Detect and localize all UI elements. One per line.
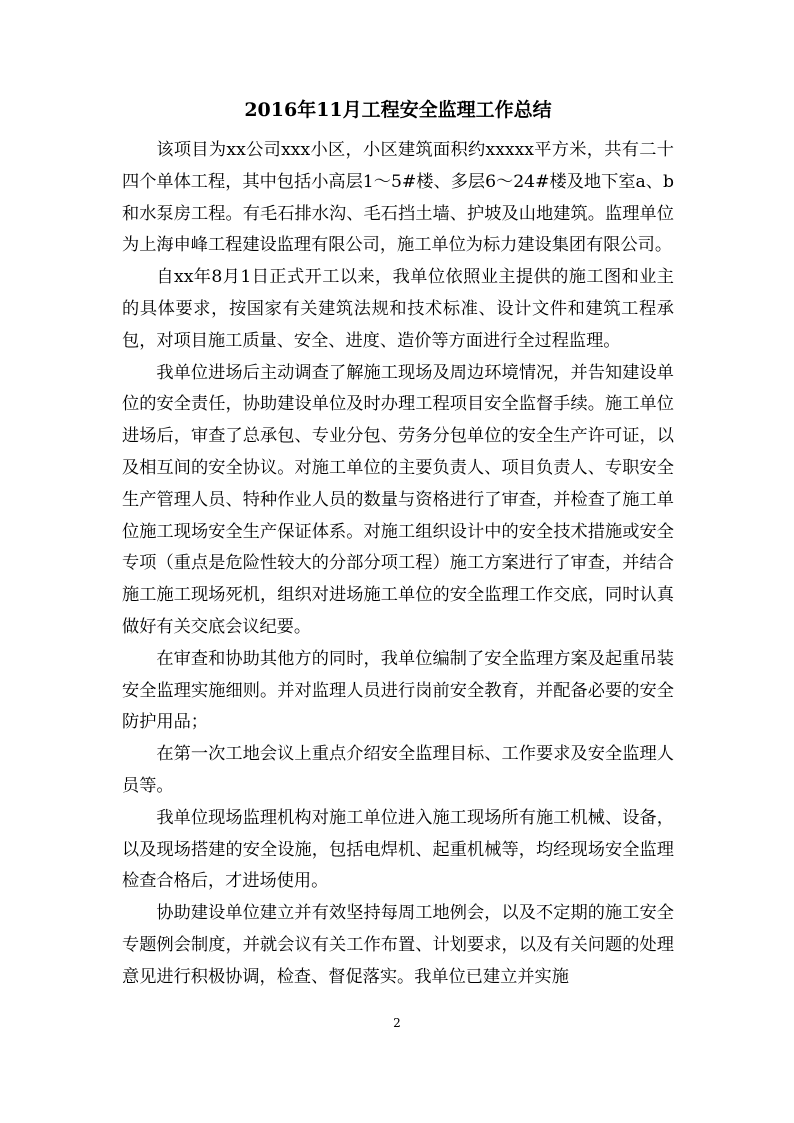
paragraph-safety-plan: 在审查和协助其他方的同时，我单位编制了安全监理方案及起重吊装安全监理实施细则。并对监理人员进行岗前安全教育，并配备必要的安全防护用品； [122,648,674,733]
paragraph-project-overview: 该项目为xx公司xxx小区，小区建筑面积约xxxxx平方米，共有二十四个单体工程，其中包括小高层1～5#楼、多层6～24#楼及地下室a、b和水泵房工程。有毛石排水沟、毛石挡土墙、护坡及山地建筑。监理单位为上海申峰工程建设监理有限公司，施工单位为标力建设集团有限公司。 [122,140,674,256]
paragraph-weekly-meetings: 协助建设单位建立并有效坚持每周工地例会，以及不定期的施工安全专题例会制度，并就会议有关工作布置、计划要求，以及有关问题的处理意见进行积极协调，检查、督促落实。我单位已建立并实施 [122,903,674,987]
document-body [122,135,674,994]
paragraph-construction-start: 自xx年8月1日正式开工以来，我单位依照业主提供的施工图和业主的具体要求，按国家有关建筑法规和技术标准、设计文件和建筑工程承包，对项目施工质量、安全、进度、造价等方面进行全过程监理。 [122,267,674,351]
document-title: 2016年11月工程安全监理工作总结 [244,99,552,121]
paragraph-equipment-inspection: 我单位现场监理机构对施工单位进入施工现场所有施工机械、设备，以及现场搭建的安全设施，包括电焊机、起重机械等，均经现场安全监理检查合格后，才进场使用。 [122,807,674,892]
paragraph-first-meeting: 在第一次工地会议上重点介绍安全监理目标、工作要求及安全监理人员等。 [122,744,674,796]
page-number: 2 [393,1016,401,1030]
paragraph-site-review: 我单位进场后主动调查了解施工现场及周边环境情况，并告知建设单位的安全责任，协助建设单位及时办理工程项目安全监督手续。施工单位进场后，审查了总承包、专业分包、劳务分包单位的安全生产许可证，以及相互间的安全协议。对施工单位的主要负责人、项目负责人、专职安全生产管理人员、特种作业人员的数量与资格进行了审查，并检查了施工单位施工现场安全生产保证体系。对施工组织设计中的安全技术措施或安全专项（重点是危险性较大的分部分项工程）施工方案进行了审查，并结合施工施工现场死机，组织对进场施工单位的安全监理工作交底，同时认真做好有关交底会议纪要。 [122,362,674,637]
